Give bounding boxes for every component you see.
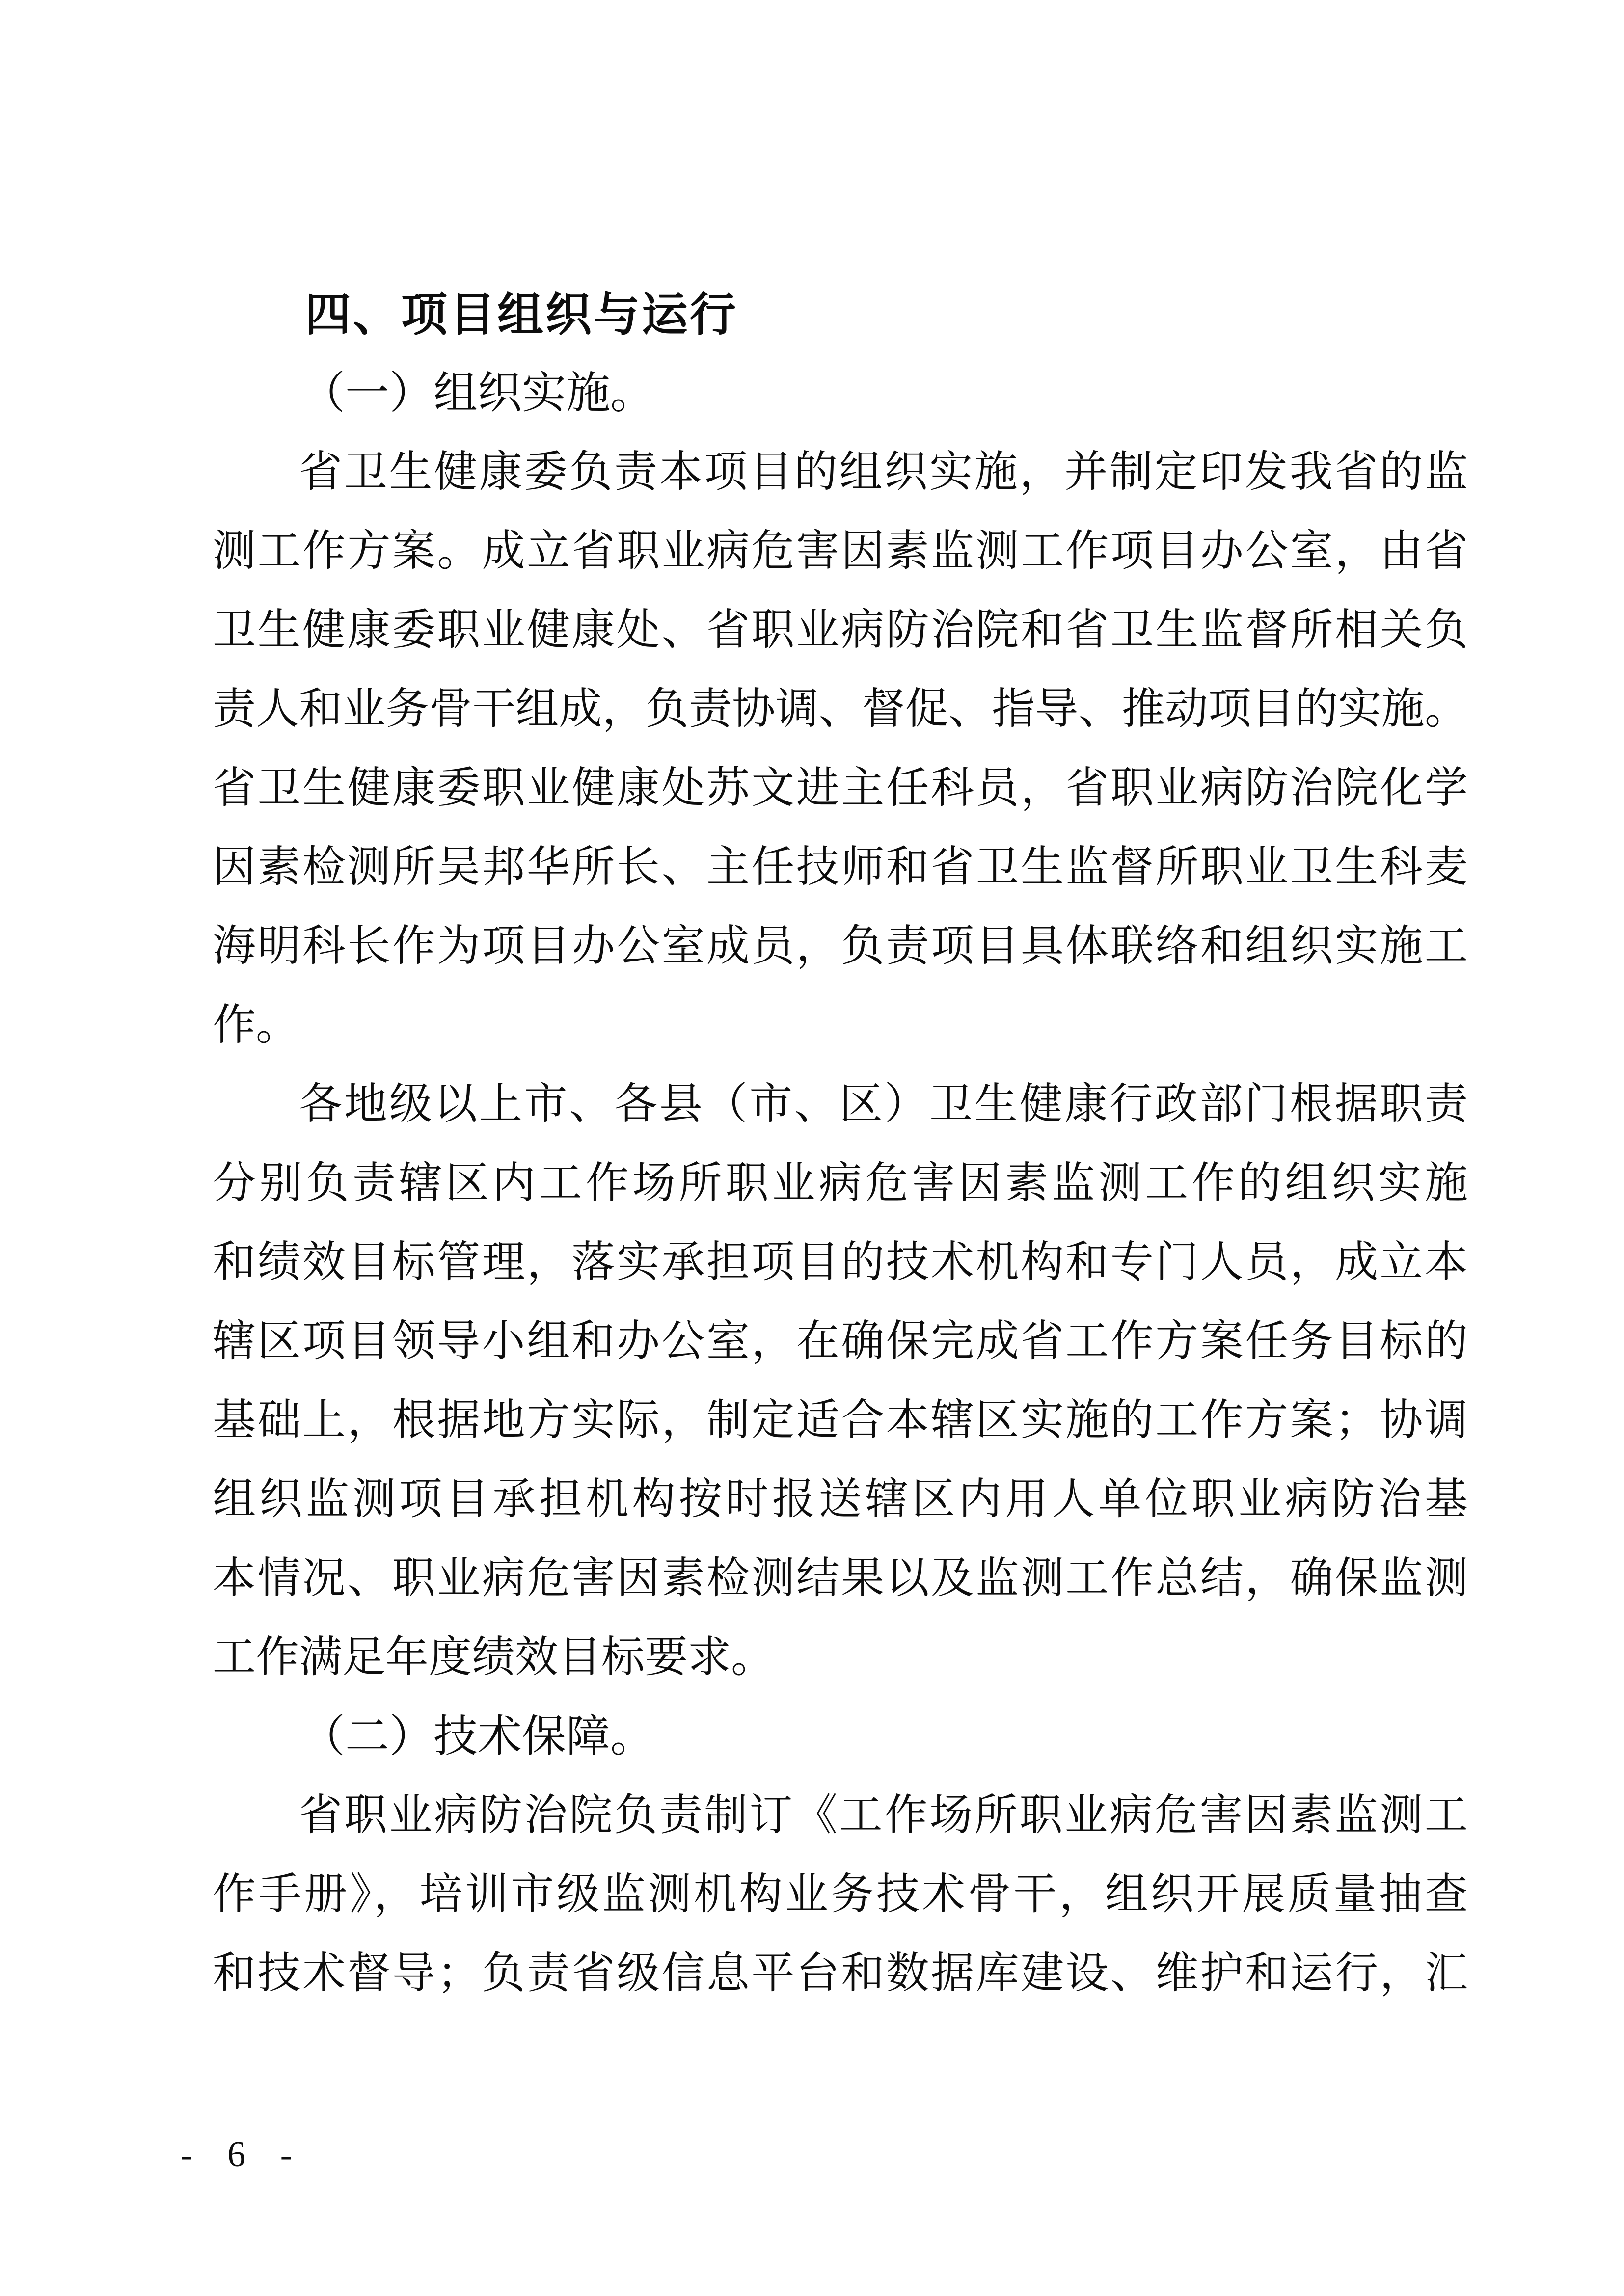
page-number: - 6 - — [181, 2135, 305, 2175]
paragraph-line: 作。 — [213, 1002, 299, 1049]
subheading-technical-support: （二）技术保障。 — [301, 1712, 654, 1761]
paragraph-line: 分别负责辖区内工作场所职业病危害因素监测工作的组织实施 — [213, 1160, 1468, 1207]
subheading-organization: （一）组织实施。 — [301, 369, 654, 418]
section-heading: 四、项目组织与运行 — [305, 289, 738, 340]
paragraph-line: 省卫生健康委职业健康处苏文进主任科员，省职业病防治院化学 — [213, 765, 1468, 812]
paragraph-line: 省职业病防治院负责制订《工作场所职业病危害因素监测工 — [299, 1792, 1468, 1840]
paragraph-line: 海明科长作为项目办公室成员，负责项目具体联络和组织实施工 — [213, 923, 1468, 970]
paragraph-line: 测工作方案。成立省职业病危害因素监测工作项目办公室，由省 — [213, 528, 1468, 575]
paragraph-line: 和绩效目标管理，落实承担项目的技术机构和专门人员，成立本 — [213, 1239, 1468, 1286]
paragraph-line: 责人和业务骨干组成，负责协调、督促、指导、推动项目的实施。 — [213, 686, 1468, 733]
paragraph-line: 本情况、职业病危害因素检测结果以及监测工作总结，确保监测 — [213, 1555, 1468, 1602]
paragraph-line: 辖区项目领导小组和办公室，在确保完成省工作方案任务目标的 — [213, 1318, 1468, 1365]
paragraph-line: 各地级以上市、各县（市、区）卫生健康行政部门根据职责 — [299, 1081, 1468, 1128]
paragraph-line: 因素检测所吴邦华所长、主任技师和省卫生监督所职业卫生科麦 — [213, 844, 1468, 891]
document-body — [213, 275, 1468, 2013]
paragraph-line: 卫生健康委职业健康处、省职业病防治院和省卫生监督所相关负 — [213, 607, 1468, 654]
paragraph-line: 工作满足年度绩效目标要求。 — [213, 1634, 775, 1682]
paragraph-line: 基础上，根据地方实际，制定适合本辖区实施的工作方案；协调 — [213, 1397, 1468, 1444]
paragraph-line: 省卫生健康委负责本项目的组织实施，并制定印发我省的监 — [299, 449, 1468, 496]
paragraph-line: 作手册》，培训市级监测机构业务技术骨干，组织开展质量抽查 — [213, 1871, 1468, 1919]
paragraph-line: 组织监测项目承担机构按时报送辖区内用人单位职业病防治基 — [213, 1476, 1468, 1523]
paragraph-line: 和技术督导；负责省级信息平台和数据库建设、维护和运行，汇 — [213, 1950, 1468, 1998]
